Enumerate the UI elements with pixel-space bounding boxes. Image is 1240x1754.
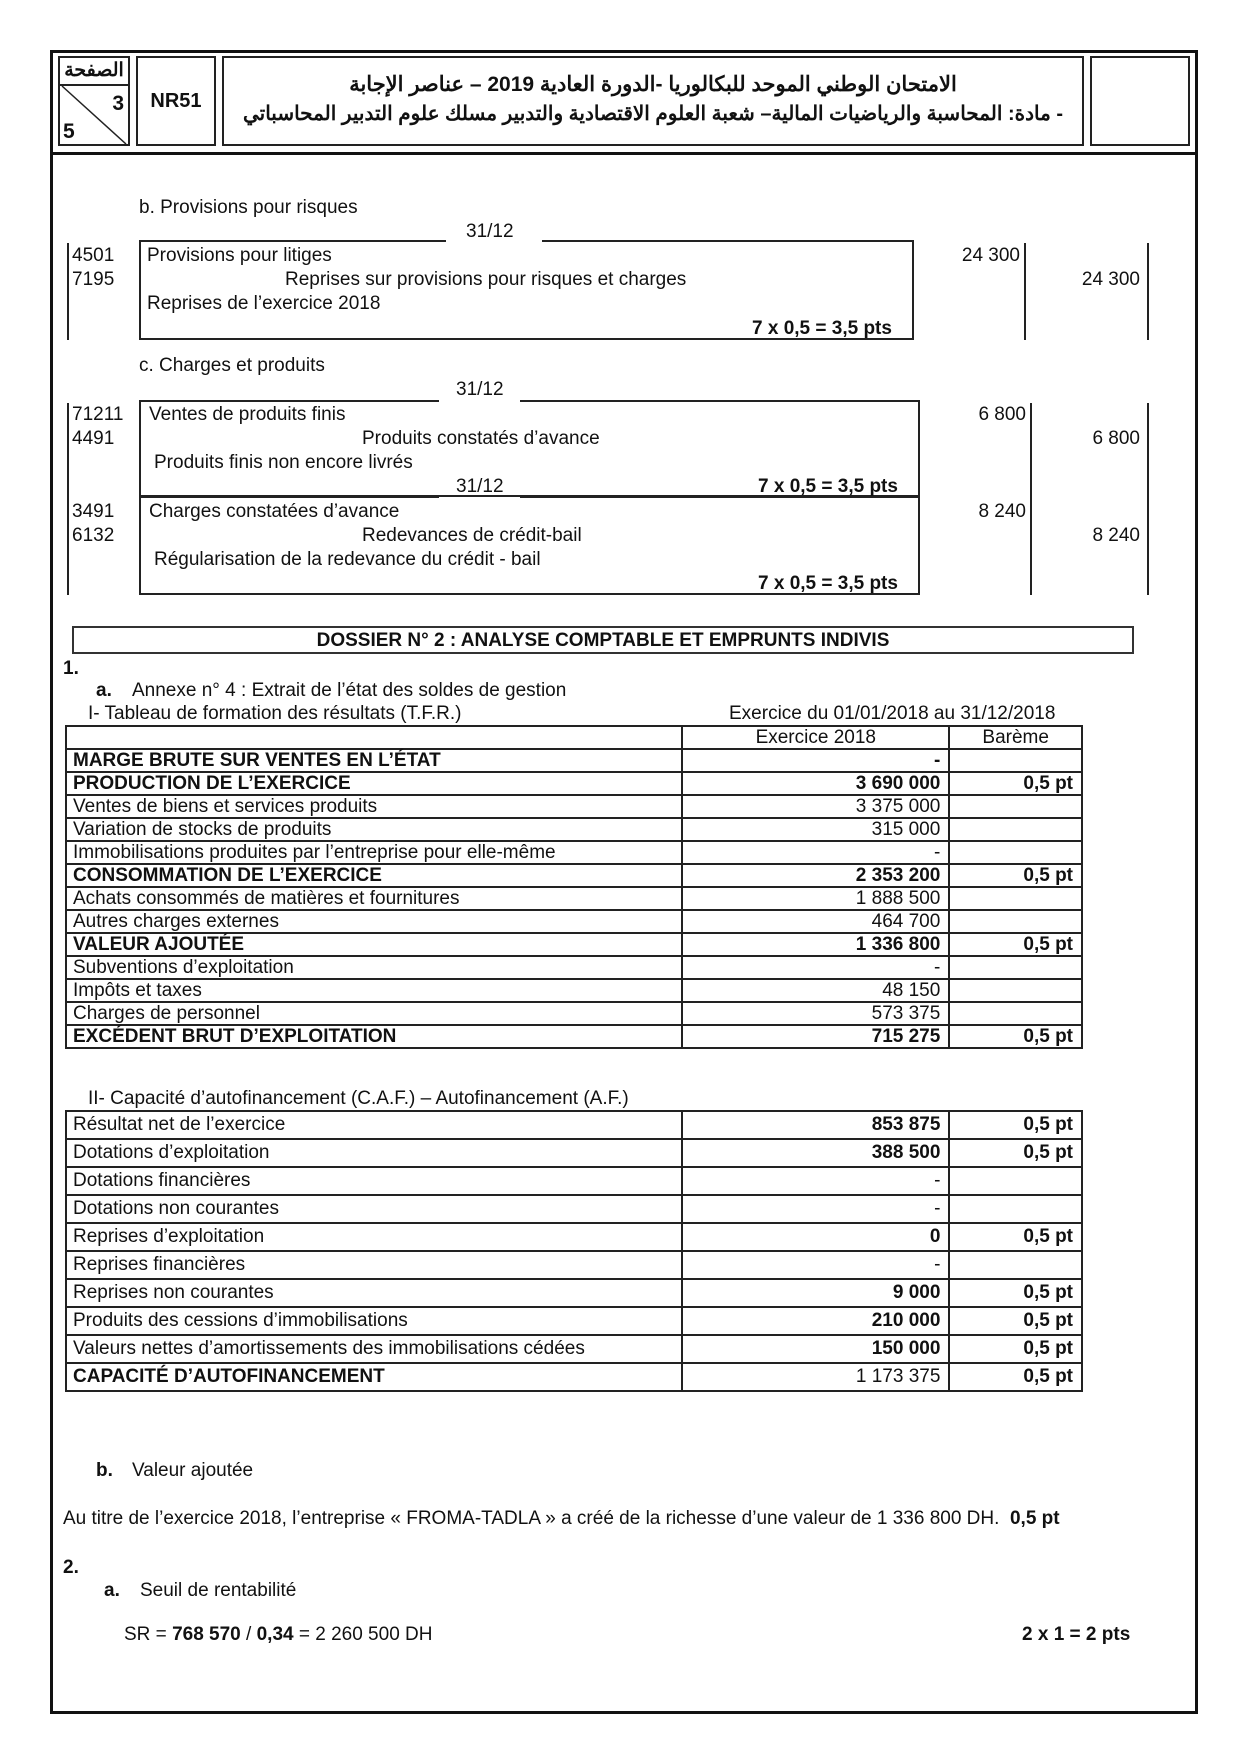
- exam-code: NR51: [136, 56, 216, 146]
- table-row: [66, 1363, 1082, 1391]
- row-value: 48 150: [682, 979, 949, 1002]
- row-label: Achats consommés de matières et fournitures: [66, 887, 682, 910]
- row-label: PRODUCTION DE L’EXERCICE: [66, 772, 682, 795]
- table-row: [66, 1279, 1082, 1307]
- row-label: Charges de personnel: [66, 1002, 682, 1025]
- question-letter: a.: [96, 680, 112, 701]
- table-row: [66, 1251, 1082, 1279]
- table-row: [66, 795, 1082, 818]
- entry-description: Reprises de l’exercice 2018: [147, 293, 381, 314]
- header-cell: [66, 726, 682, 749]
- row-points: 0,5 pt: [949, 864, 1082, 887]
- row-value: 715 275: [682, 1025, 949, 1048]
- row-value: -: [682, 1195, 949, 1223]
- table-row: [66, 864, 1082, 887]
- account-number: 6132: [72, 525, 115, 546]
- row-label: Immobilisations produites par l’entreprise pour elle-même: [66, 841, 682, 864]
- row-value: -: [682, 1167, 949, 1195]
- credit-amount: 8 240: [1092, 525, 1140, 546]
- period-label: Exercice du 01/01/2018 au 31/12/2018: [729, 703, 1056, 724]
- table-row: [66, 887, 1082, 910]
- row-points: [949, 795, 1082, 818]
- row-label: Produits des cessions d’immobilisations: [66, 1307, 682, 1335]
- row-label: Impôts et taxes: [66, 979, 682, 1002]
- credit-label: Redevances de crédit-bail: [362, 525, 582, 546]
- section-c-title: c. Charges et produits: [139, 355, 325, 376]
- account-number: 4491: [72, 428, 115, 449]
- row-points: 0,5 pt: [949, 1363, 1082, 1391]
- row-value: 3 375 000: [682, 795, 949, 818]
- row-points: [949, 1002, 1082, 1025]
- row-points: [949, 1251, 1082, 1279]
- row-label: MARGE BRUTE SUR VENTES EN L’ÉTAT: [66, 749, 682, 772]
- table-row: [66, 956, 1082, 979]
- debit-column-rule: [1030, 403, 1032, 595]
- credit-column-rule: [1147, 403, 1149, 595]
- row-points: [949, 887, 1082, 910]
- header-cell: Exercice 2018: [682, 726, 949, 749]
- page-number-box: [58, 56, 130, 146]
- journal-date: 31/12: [466, 221, 514, 242]
- row-points: 0,5 pt: [949, 1307, 1082, 1335]
- row-label: Dotations financières: [66, 1167, 682, 1195]
- entry-description: Produits finis non encore livrés: [154, 452, 413, 473]
- row-points: 0,5 pt: [949, 772, 1082, 795]
- row-points: 0,5 pt: [949, 933, 1082, 956]
- row-value: 1 888 500: [682, 887, 949, 910]
- table-row: [66, 1195, 1082, 1223]
- value-added-points: 0,5 pt: [1009, 1508, 1060, 1529]
- row-label: Reprises financières: [66, 1251, 682, 1279]
- header-cell: Barème: [949, 726, 1082, 749]
- table-header-row: [66, 726, 1082, 749]
- sr-numerator: 768 570: [172, 1624, 241, 1645]
- row-label: CONSOMMATION DE L’EXERCICE: [66, 864, 682, 887]
- question-number: 2.: [63, 1557, 79, 1578]
- table-row: [66, 1335, 1082, 1363]
- debit-label: Ventes de produits finis: [149, 404, 346, 425]
- entry-points: 7 x 0,5 = 3,5 pts: [752, 318, 892, 339]
- break-even-formula: [124, 1624, 432, 1646]
- row-label: Résultat net de l’exercice: [66, 1111, 682, 1139]
- row-points: 0,5 pt: [949, 1025, 1082, 1048]
- table-row: [66, 818, 1082, 841]
- credit-column-rule: [1147, 243, 1149, 340]
- journal-left-rule: [67, 403, 69, 595]
- row-label: CAPACITÉ D’AUTOFINANCEMENT: [66, 1363, 682, 1391]
- row-value: 9 000: [682, 1279, 949, 1307]
- debit-column-rule: [1024, 243, 1026, 340]
- credit-amount: 24 300: [1081, 269, 1140, 290]
- tfr-title: I- Tableau de formation des résultats (T.F.R.): [88, 703, 462, 724]
- row-label: Variation de stocks de produits: [66, 818, 682, 841]
- sr-rate: 0,34: [256, 1624, 294, 1645]
- dossier-title: DOSSIER N° 2 : ANALYSE COMPTABLE ET EMPRUNTS INDIVIS: [72, 626, 1134, 654]
- section-b-title: b. Provisions pour risques: [139, 197, 358, 218]
- credit-label: Produits constatés d’avance: [362, 428, 600, 449]
- header-separator: [50, 152, 1198, 155]
- table-row: [66, 933, 1082, 956]
- row-value: 464 700: [682, 910, 949, 933]
- row-label: EXCÉDENT BRUT D’EXPLOITATION: [66, 1025, 682, 1048]
- row-label: Ventes de biens et services produits: [66, 795, 682, 818]
- sr-separator: /: [240, 1624, 257, 1645]
- credit-amount: 6 800: [1092, 428, 1140, 449]
- page-number: 3: [112, 92, 124, 115]
- page-total: 5: [63, 120, 75, 143]
- row-value: 1 336 800: [682, 933, 949, 956]
- row-points: 0,5 pt: [949, 1111, 1082, 1139]
- journal-date: 31/12: [456, 476, 504, 497]
- row-label: VALEUR AJOUTÉE: [66, 933, 682, 956]
- journal-date: 31/12: [456, 379, 504, 400]
- question-text: Annexe n° 4 : Extrait de l’état des soldes de gestion: [132, 680, 567, 701]
- account-number: 4501: [72, 245, 115, 266]
- value-added-sentence: [63, 1508, 1060, 1530]
- caf-title: II- Capacité d’autofinancement (C.A.F.) – Autofinancement (A.F.): [88, 1088, 629, 1109]
- journal-left-rule: [67, 243, 69, 340]
- row-label: Autres charges externes: [66, 910, 682, 933]
- table-row: [66, 1139, 1082, 1167]
- debit-amount: 24 300: [961, 245, 1020, 266]
- row-points: [949, 979, 1082, 1002]
- row-label: Reprises non courantes: [66, 1279, 682, 1307]
- row-points: [949, 1195, 1082, 1223]
- row-value: -: [682, 956, 949, 979]
- table-row: [66, 772, 1082, 795]
- row-points: 0,5 pt: [949, 1139, 1082, 1167]
- row-label: Reprises d’exploitation: [66, 1223, 682, 1251]
- debit-amount: 6 800: [978, 404, 1026, 425]
- tfr-table: [65, 725, 1083, 1049]
- row-points: [949, 910, 1082, 933]
- question-letter: b.: [96, 1460, 113, 1481]
- table-row: [66, 841, 1082, 864]
- row-value: -: [682, 1251, 949, 1279]
- row-points: [949, 818, 1082, 841]
- row-points: [949, 1167, 1082, 1195]
- row-value: 3 690 000: [682, 772, 949, 795]
- table-row: [66, 749, 1082, 772]
- row-label: Valeurs nettes d’amortissements des immobilisations cédées: [66, 1335, 682, 1363]
- entry-points: 7 x 0,5 = 3,5 pts: [758, 476, 898, 497]
- table-row: [66, 1025, 1082, 1048]
- row-value: 210 000: [682, 1307, 949, 1335]
- blank-box: [1090, 56, 1190, 146]
- question-number: 1.: [63, 658, 79, 679]
- caf-table: [65, 1110, 1083, 1392]
- row-points: [949, 841, 1082, 864]
- page-label: الصفحة: [60, 58, 128, 86]
- row-points: 0,5 pt: [949, 1223, 1082, 1251]
- row-value: 1 173 375: [682, 1363, 949, 1391]
- row-value: 315 000: [682, 818, 949, 841]
- table-row: [66, 1307, 1082, 1335]
- row-points: [949, 956, 1082, 979]
- row-value: 388 500: [682, 1139, 949, 1167]
- question-letter: a.: [104, 1580, 120, 1601]
- break-even-points: 2 x 1 = 2 pts: [1022, 1624, 1131, 1645]
- table-row: [66, 1167, 1082, 1195]
- row-points: [949, 749, 1082, 772]
- exam-title-line1: الامتحان الوطني الموحد للبكالوريا -الدورة العادية 2019 – عناصر الإجابة: [349, 73, 957, 96]
- question-text: Seuil de rentabilité: [140, 1580, 297, 1601]
- debit-amount: 8 240: [978, 501, 1026, 522]
- account-number: 71211: [72, 404, 124, 425]
- table-row: [66, 1002, 1082, 1025]
- row-value: -: [682, 841, 949, 864]
- value-added-text: Au titre de l’exercice 2018, l’entreprise « FROMA-TADLA » a créé de la richesse d’une valeur de 1 336 800 DH.: [63, 1508, 1000, 1529]
- account-number: 3491: [72, 501, 115, 522]
- table-row: [66, 910, 1082, 933]
- row-value: 150 000: [682, 1335, 949, 1363]
- row-label: Subventions d’exploitation: [66, 956, 682, 979]
- row-value: 0: [682, 1223, 949, 1251]
- question-text: Valeur ajoutée: [132, 1460, 254, 1481]
- entry-description: Régularisation de la redevance du crédit - bail: [154, 549, 541, 570]
- row-points: 0,5 pt: [949, 1279, 1082, 1307]
- credit-label: Reprises sur provisions pour risques et charges: [285, 269, 687, 290]
- table-row: [66, 1111, 1082, 1139]
- debit-label: Provisions pour litiges: [147, 245, 332, 266]
- row-label: Dotations non courantes: [66, 1195, 682, 1223]
- table-row: [66, 1223, 1082, 1251]
- exam-title-line2: - مادة: المحاسبة والرياضيات المالية– شعبة العلوم الاقتصادية والتدبير مسلك علوم التدبير المحاسباتي: [242, 103, 1064, 125]
- exam-title-box: [222, 56, 1084, 146]
- entry-points: 7 x 0,5 = 3,5 pts: [758, 573, 898, 594]
- row-label: Dotations d’exploitation: [66, 1139, 682, 1167]
- sr-prefix: SR =: [124, 1624, 173, 1645]
- sr-result: = 2 260 500 DH: [293, 1624, 433, 1645]
- row-value: 853 875: [682, 1111, 949, 1139]
- debit-label: Charges constatées d’avance: [149, 501, 400, 522]
- table-row: [66, 979, 1082, 1002]
- account-number: 7195: [72, 269, 115, 290]
- row-value: 2 353 200: [682, 864, 949, 887]
- row-value: -: [682, 749, 949, 772]
- row-points: 0,5 pt: [949, 1335, 1082, 1363]
- row-value: 573 375: [682, 1002, 949, 1025]
